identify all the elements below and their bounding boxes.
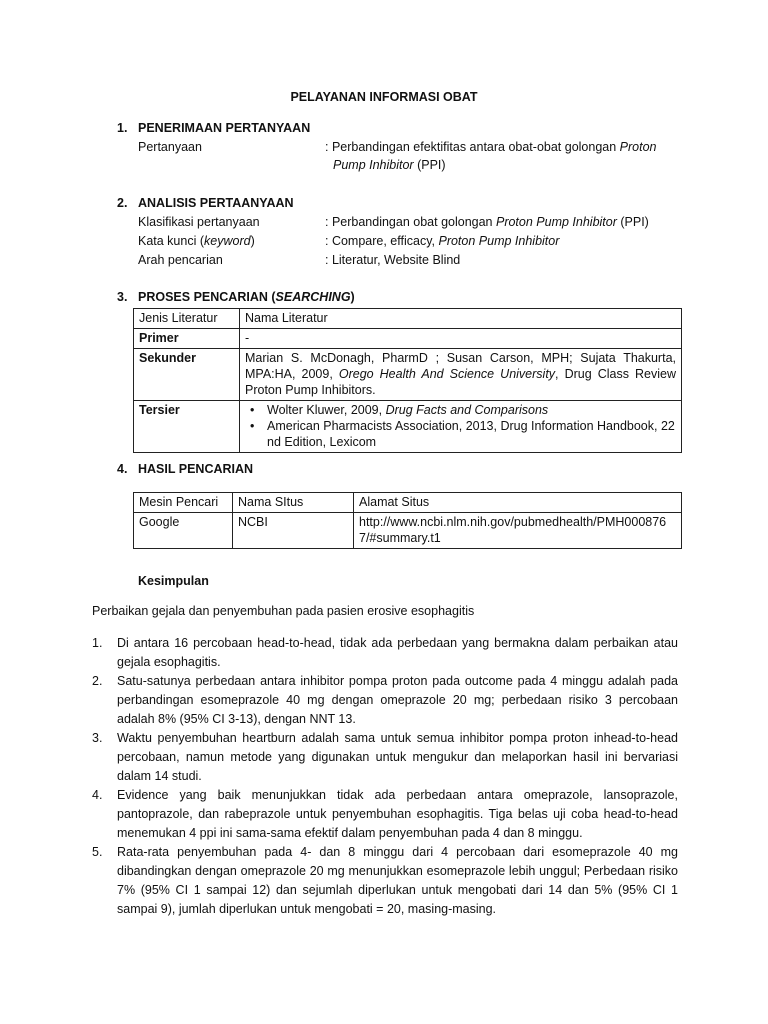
conclusion-list xyxy=(92,634,678,919)
list-item xyxy=(92,843,678,919)
table-cell-tersier-value xyxy=(240,401,682,453)
section-1-heading: PENERIMAAN PERTANYAAN xyxy=(138,121,311,135)
sekunder-italic: Orego Health And Science University xyxy=(338,367,556,381)
list-item xyxy=(92,672,678,729)
table-header-cell: Nama Literatur xyxy=(240,309,682,329)
list-item-number: 1. xyxy=(92,636,103,650)
classification-italic: Proton Pump Inhibitor xyxy=(495,215,617,229)
table-cell-sekunder: Sekunder xyxy=(134,349,240,401)
list-item-text: Evidence yang baik menunjukkan tidak ada perbedaan antara omeprazole, lansoprazole, pantoprazole, dan rabeprazole untuk penyembuhan esophagitis. Tiga belas uji coba head-to-head menemukan 4 ppi ini sama-sama efektif dalam penyembuhan pada 4 dan 8 minggu. xyxy=(117,788,678,840)
table-cell-sekunder-value xyxy=(240,349,682,401)
question-value-line2 xyxy=(333,158,446,172)
table-cell-primer: Primer xyxy=(134,329,240,349)
question-suffix: (PPI) xyxy=(413,158,446,172)
keyword-label xyxy=(138,234,255,248)
literature-table xyxy=(133,308,682,453)
table-row xyxy=(134,329,682,349)
section-2-heading: ANALISIS PERTAANYAAN xyxy=(138,196,294,210)
list-item xyxy=(267,402,676,418)
question-italic-2: Pump Inhibitor xyxy=(333,158,414,172)
classification-text: : Perbandingan obat golongan xyxy=(325,215,496,229)
keyword-label-italic: keyword xyxy=(204,234,251,248)
url-link[interactable]: http://www.ncbi.nlm.nih.gov/pubmedhealth/PMH0008767/#summary.t1 xyxy=(354,513,682,549)
classification-label: Klasifikasi pertanyaan xyxy=(138,215,260,229)
table-header-cell: Jenis Literatur xyxy=(134,309,240,329)
section-1-number: 1. xyxy=(117,121,128,135)
sekunder-text: Marian S. McDonagh, PharmD ; Susan Carson, MPH; Sujata Thakurta, MPA:HA, 2009, xyxy=(245,351,676,381)
list-item xyxy=(92,634,678,672)
list-item-number: 3. xyxy=(92,731,103,745)
tersier-1-text: Wolter Kluwer, 2009, xyxy=(267,403,386,417)
section-3-heading-text: PROSES PENCARIAN ( xyxy=(138,290,276,304)
question-text: : Perbandingan efektifitas antara obat-obat golongan xyxy=(325,140,620,154)
table-header-cell: Nama SItus xyxy=(233,493,354,513)
search-direction-value: : Literatur, Website Blind xyxy=(325,253,461,267)
section-4-heading: HASIL PENCARIAN xyxy=(138,462,254,476)
tersier-1-italic: Drug Facts and Comparisons xyxy=(385,403,549,417)
section-3-heading-italic: SEARCHING xyxy=(275,290,351,304)
question-italic: Proton xyxy=(619,140,657,154)
list-item xyxy=(92,729,678,786)
list-item: • American Pharmacists Association, 2013, Drug Information Handbook, 22 nd Edition, Lexicom xyxy=(267,418,676,450)
table-header-cell: Alamat Situs xyxy=(354,493,682,513)
question-label: Pertanyaan xyxy=(138,140,202,154)
table-row xyxy=(134,309,682,329)
list-item-text: Waktu penyembuhan heartburn adalah sama untuk semua inhibitor pompa proton inhead-to-head percobaan, namun metode yang digunakan untuk mengukur dan melaporkan hasil ini bervariasi dalam 14 studi. xyxy=(117,731,678,783)
table-cell: - xyxy=(240,329,682,349)
table-cell-tersier: Tersier xyxy=(134,401,240,453)
document-title: PELAYANAN INFORMASI OBAT xyxy=(290,90,478,104)
section-4-number: 4. xyxy=(117,462,128,476)
table-header-cell: Mesin Pencari xyxy=(134,493,233,513)
keyword-value-text: : Compare, efficacy, xyxy=(325,234,439,248)
list-item-number: 4. xyxy=(92,788,103,802)
keyword-value xyxy=(325,234,559,248)
table-row xyxy=(134,401,682,453)
conclusion-intro: Perbaikan gejala dan penyembuhan pada pasien erosive esophagitis xyxy=(92,604,475,618)
list-item-number: 5. xyxy=(92,845,103,859)
table-cell: NCBI xyxy=(233,513,354,549)
classification-suffix: (PPI) xyxy=(616,215,649,229)
section-3-heading xyxy=(138,290,355,304)
table-row xyxy=(134,349,682,401)
section-3-number: 3. xyxy=(117,290,128,304)
tersier-list xyxy=(245,402,676,450)
list-item-text: Rata-rata penyembuhan pada 4- dan 8 minggu dari 4 percobaan dari esomeprazole 40 mg dibandingkan dengan omeprazole 20 mg menunjukkan esomeprazole lebih unggul; Perbedaan risiko 7% (95% CI 1 sampai 12) dan sejumlah diperlukan untuk mengobati dari 14 dan 5% (95% CI 1 sampai 9), jumlah diperlukan untuk mengobati = 20, masing-masing. xyxy=(117,845,678,916)
table-row xyxy=(134,493,682,513)
keyword-label-text: Kata kunci ( xyxy=(138,234,205,248)
list-item xyxy=(92,786,678,843)
search-direction-label: Arah pencarian xyxy=(138,253,223,267)
list-item-text: Satu-satunya perbedaan antara inhibitor pompa proton pada outcome pada 4 minggu adalah pada perbandingan esomeprazole 40 mg dengan omeprazole 20 mg; perbedaan risiko 3 percobaan adalah 8% (95% CI 3-13), dengan NNT 13. xyxy=(117,674,678,726)
search-results-table xyxy=(133,492,682,549)
conclusion-heading: Kesimpulan xyxy=(138,574,209,588)
table-cell: Google xyxy=(134,513,233,549)
sekunder-suffix: , Drug Class Review Proton Pump Inhibitors. xyxy=(245,367,676,397)
list-item-number: 2. xyxy=(92,674,103,688)
list-item-text: Di antara 16 percobaan head-to-head, tidak ada perbedaan yang bermakna dalam perbaikan atau gejala esophagitis. xyxy=(117,636,678,669)
keyword-label-suffix: ) xyxy=(250,234,255,248)
section-2-number: 2. xyxy=(117,196,128,210)
table-row xyxy=(134,513,682,549)
question-value-line1 xyxy=(325,140,657,154)
classification-value xyxy=(325,215,649,229)
keyword-value-italic: Proton Pump Inhibitor xyxy=(438,234,560,248)
section-3-heading-suffix: ) xyxy=(350,290,355,304)
